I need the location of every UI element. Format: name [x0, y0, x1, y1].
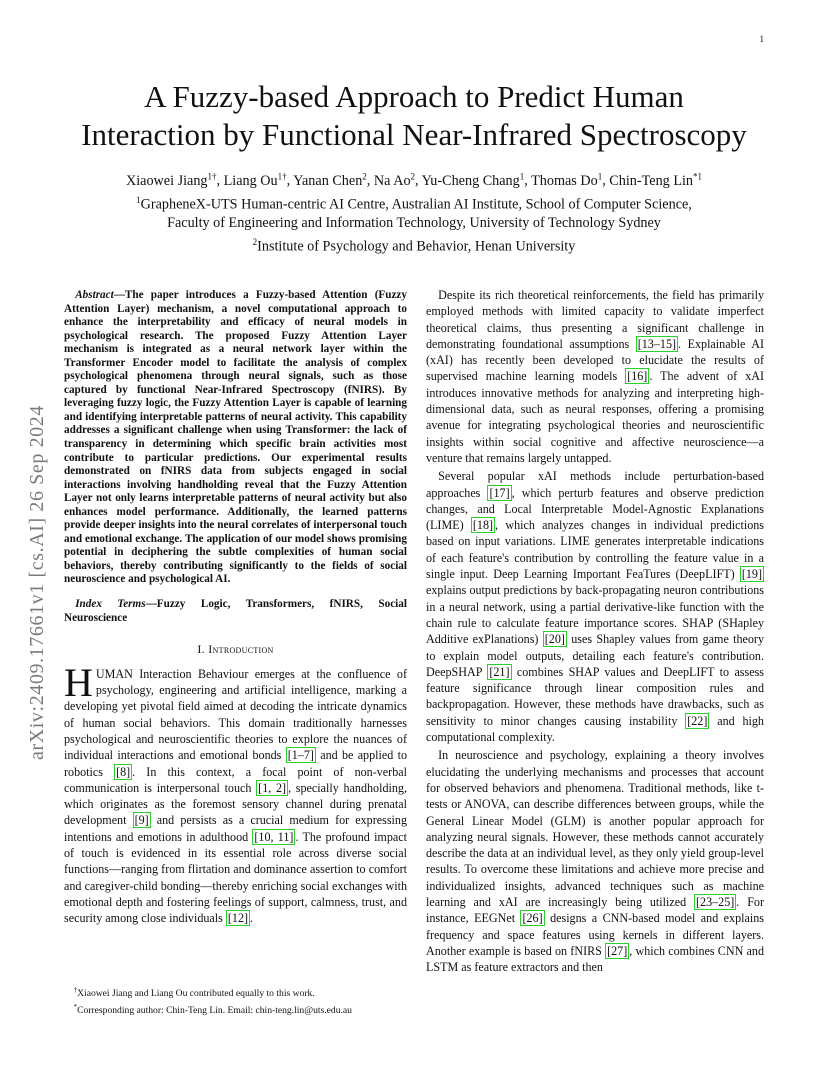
citation-link[interactable]: [22]	[687, 713, 708, 728]
index-terms: Index Terms—Fuzzy Logic, Transformers, fNIRS, Social Neuroscience	[64, 598, 407, 624]
author: Chin-Teng Lin$^{*1}$	[609, 171, 703, 189]
citation-link[interactable]: [26]	[522, 911, 543, 926]
citation-link[interactable]: [21]	[489, 664, 510, 679]
footnote-equal-contribution: †Xiaowei Jiang and Liang Ou contributed equally to this work.	[73, 986, 315, 1000]
citation-link[interactable]: [9]	[134, 813, 149, 828]
paper-title	[60, 78, 768, 154]
drop-cap: H	[64, 659, 93, 705]
arxiv-stamp: arXiv:2409.17661v1 [cs.AI] 26 Sep 2024	[26, 405, 48, 760]
body-paragraph: Despite its rich theoretical reinforcements, the field has primarily employed methods with limited capacity to validate imperfect theoretical claims, thus presenting a significant challenge in demonstrating foundational assumptions [13–15] . Explainable AI (xAI) has recently been developed to elucidate the results of supervised machine learning models [16] . The advent of xAI introduces innovative methods for analyzing and interpreting high-dimensional data, such as neural responses, offering a promising avenue for integrating psychological theories and neuroscientific insights within social cognitive and affective neuroscience—a venture that remains largely untapped.	[426, 288, 764, 465]
citation-link[interactable]: [27]	[607, 943, 628, 958]
footnote-corresponding-author: *Corresponding author: Chin-Teng Lin. Email: chin-teng.lin@uts.edu.au	[73, 1002, 352, 1016]
citation-link[interactable]: [19]	[741, 567, 762, 582]
citation-link[interactable]: [13–15]	[637, 336, 677, 351]
author: Yanan Chen$^2$	[293, 171, 367, 189]
affiliation-1: $^1$GrapheneX-UTS Human-centric AI Centre, Australian AI Institute, School of Computer Science,	[136, 194, 692, 213]
body-paragraph: Several popular xAI methods include perturbation-based approaches [17] , which perturb features and observe prediction changes, and Local Interpretable Model-Agnostic Explanations (LIME) [18] , which analyzes changes in individual predictions based on input variations. LIME generates interpretable indications of each feature's contribution by controlling the feature value in a single input. Deep Learning Important FeaTures (DeepLIFT) [19] explains output predictions by back-propagating neuron contributions in a neural network, using a partial derivative-like function with the chain rule to calculate feature importance scores. SHAP (SHapley Additive exPlanations) [20] uses Shapley values from game theory to explain model outputs, detailing each feature's contribution. DeepSHAP [21] combines SHAP values and DeepLIFT to assess feature significance through linear composition rules and backpropagation. However, these methods have drawbacks, such as sensitivity to minor changes causing instability [22] and high computational complexity.	[426, 469, 765, 745]
author: Yu-Cheng Chang$^1$	[421, 171, 525, 189]
title-line-1: A Fuzzy-based Approach to Predict Human	[144, 79, 684, 114]
citation-link[interactable]: [12]	[227, 911, 249, 926]
citation-link[interactable]: [16]	[627, 369, 648, 384]
author: Thomas Do$^1$	[531, 171, 603, 189]
citation-link[interactable]: [1–7]	[287, 748, 314, 763]
right-column	[426, 287, 764, 977]
author: Xiaowei Jiang$^{1\dagger}$	[125, 171, 217, 189]
author: Liang $Ou^{1\dagger}$	[223, 171, 287, 189]
citation-link[interactable]: [23–25]	[696, 894, 735, 909]
citation-link[interactable]: [20]	[544, 632, 565, 647]
author-block	[60, 167, 768, 257]
page-number: 1	[759, 34, 764, 44]
affiliation-2: $^2$Institute of Psychology and Behavior, Henan University	[252, 237, 576, 256]
section-heading-introduction: I. Introduction	[197, 642, 274, 657]
citation-link[interactable]: [10, 11]	[254, 829, 294, 844]
citation-link[interactable]: [1, 2]	[258, 780, 287, 795]
citation-link[interactable]: [17]	[489, 485, 510, 500]
citation-link[interactable]: [18]	[472, 518, 494, 533]
body-paragraph: In neuroscience and psychology, explaining a theory involves elucidating the underlying mechanisms and processes that account for observed behaviors and phenomena. Traditional methods, like t-tests or ANOVA, can describe differences between groups, while the General Linear Model (GLM) is another popular approach for analyzing neural signals. However, these methods cannot accurately describe the data at an individual level, as they only yield group-level results. To overcome these limitations and achieve more precise and individualized insights, advanced techniques such as machine learning and xAI are increasingly being utilized [23–25] . For instance, EEGNet [26] designs a CNN-based model and explains frequency and space features using kernels in different layers. Another example is based on fNIRS [27] , which combines CNN and LSTM as feature extractors and then	[426, 748, 764, 975]
affiliation-1-continued: Faculty of Engineering and Information Technology, University of Technology Sydney	[167, 215, 661, 232]
title-line-2: Interaction by Functional Near-Infrared Spectroscopy	[81, 117, 747, 152]
left-column	[64, 289, 407, 926]
citation-link[interactable]: [8]	[116, 764, 131, 779]
footnotes	[64, 983, 407, 1017]
abstract: Abstract—The paper introduces a Fuzzy-based Attention (Fuzzy Attention Layer) mechanism, a novel computational approach to enhance the interpretability and efficacy of neural models in psychological research. The proposed Fuzzy Attention Layer mechanism is integrated as a neural network layer within the Transformer Encoder model to facilitate the analysis of complex psychological phenomena through neural signals, such as those captured by functional Near-Infrared Spectroscopy (fNIRS). By leveraging fuzzy logic, the Fuzzy Attention Layer is capable of learning and identifying interpretable patterns of neural activity. This capability addresses a significant challenge when using Transformer: the lack of transparency in determining which specific brain activities most contribute to particular predictions. Our experimental results demonstrated on fNIRS data from subjects engaged in social interactions involving handholding reveal that the Fuzzy Attention Layer not only learns interpretable patterns of neural activity but also enhances model performance. Additionally, the learned patterns provide deeper insights into the neural correlates of interpersonal touch and emotional exchange. The application of our model shows promising potential in deciphering the subtle complexities of human social behaviors, thereby contributing significantly to the fields of social neuroscience and psychological AI.	[64, 289, 407, 586]
author-list: Xiaowei Jiang$^{1\dagger}$, Liang $Ou^{1\dagger}$, Yanan Chen$^2$, Na Ao$^2$, Yu-Cheng Chang$^1$, Thomas Do$^1$, Chin-Teng Lin$^{*1}$	[125, 171, 703, 189]
intro-paragraph: HUMAN Interaction Behaviour emerges at the confluence of psychology, engineering and artificial intelligence, marking a developing yet pivotal field aimed at decoding the intricate dynamics of human social behaviors. This domain traditionally harnesses psychological and neuroscientific theories to explore the nuances of individual interactions and emotional bonds [1–7] and be applied to robotics [8] . In this context, a focal point of non-verbal communication is interpersonal touch [1, 2] , specially handholding, which originates as the foremost sensory channel during prenatal development [9] and persists as a crucial medium for expressing intentions and emotions in adulthood [10, 11] . The profound impact of touch is evidenced in its essential role across diverse social functions—ranging from flirtation and dominance assertion to comfort and caregiver-child bonding—thereby enriching social exchanges with emotional depth and fostering feelings of support, calmness, trust, and security among close individuals [12] .	[64, 659, 407, 926]
author: Na Ao$^2$	[373, 171, 416, 189]
